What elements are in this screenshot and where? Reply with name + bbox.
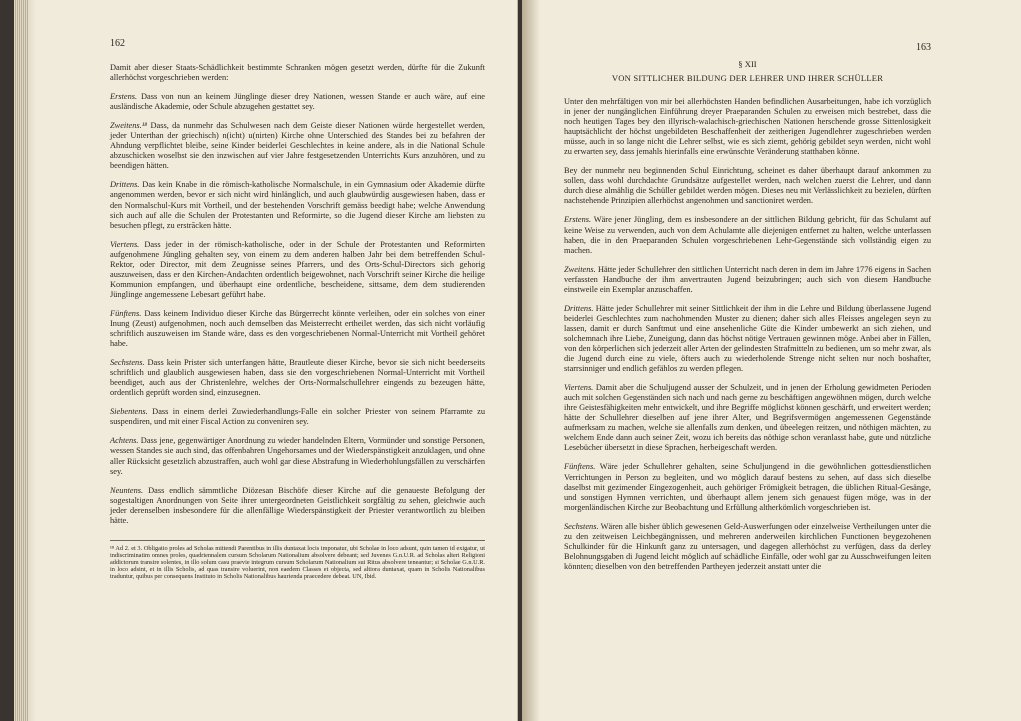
paragraph-text: Damit aber die Schuljugend ausser der Schulzeit, und in jenen der Erholung gewidmeten Perioden auch mit solchen Gegenständen sich nach und nach gerne zu beschäftigen angewöhnen mögen, durch welche ihre Geistesfähigkeiten mehr entwickelt, und ihre Begriffe möglichst können geschärft, und erweitert werden; hätte der Schullehrer dieselben auf jene ihrer Alter, und Begrifsvermögen angemessenen Gegenstände aufmerksam zu machen, welche sie allenfalls zum denken, und übeelegen reitzen, und nöthigen mächten, zu welchem Ende dann auch seiner Zeit, wozu ich bereits das nöthige schon veranlasst habe, gute und nützliche Lesebücher übersetzt in diese Sprachen, herbeigeschaft werden. [564, 383, 931, 453]
page-edge [14, 0, 28, 721]
paragraph [564, 265, 931, 295]
paragraph-lead: Fünftens. [564, 462, 596, 472]
paragraph-text: Dass, da nunmehr das Schulwesen nach dem Geiste dieser Nationen würde hergestellet werden, jeder Unterthan der griechisch) n(icht) u(nirten) Kirche ohne Unterschied des Standes bei zu befahren der Ahndung verpflichtet bleibe, seine Kinder beiderlei Geschlechtes in keine andere, als in die National Schule abzuschicken woselbst sie den inzwischen auf vier Jahre festgesetzenden Unterrichts Kurs anzuhören, und zu beendigen hätten. [110, 121, 485, 171]
paragraph-lead: Viertens. [564, 383, 594, 393]
paragraph-text: Dass von nun an keinem Jünglinge dieser drey Nationen, wessen Stande er auch wäre, auf eine ausländische Akademie, oder Schule abzugehen gestattet sey. [110, 92, 485, 112]
paragraph [110, 92, 485, 112]
paragraph-text: Das kein Knabe in die römisch-katholische Normalschule, in ein Gymnasium oder Akademie dürfte angenommen werden, bevor er sich nicht wird hinlänglich, und auch glaubwürdig ausgewiesen haben, dass er den Normalschul-Kurs mit Vortheil, und der bestehenden Vorschrift gemäss beedigt habe; welche Anwendung sich auch auf alle die Schulen der Protestanten und Reformirte, so die Jugend dieser Kirche am liebsten zu besuchen pflegt, zu erstrācken hätte. [110, 180, 485, 230]
paragraph-lead: Viertens. [110, 239, 140, 249]
page-number: 162 [110, 38, 125, 49]
paragraph-lead: Sechstens. [110, 358, 145, 368]
paragraph-lead: Drittens. [564, 303, 594, 313]
page-number: 163 [916, 42, 931, 53]
paragraph-text: Dass kein Prister sich unterfangen hätte, Brautleute dieser Kirche, bevor sie sich nicht beederseits schriftlich und glaublich ausgewiesen haben, dass sie den vorgeschriebenen Normal-Unterricht mit Vortheil beendiget, auch aus der Christenlehre, welches der Orts-Normalschullehrer eingends zu bezeugen hätte, ordentlich geprüft worden sind, einzusegnen. [110, 358, 485, 398]
paragraph-lead: Zweitens. [564, 264, 596, 274]
paragraph [564, 522, 931, 572]
right-page [522, 0, 1021, 721]
page-body [110, 63, 485, 526]
paragraph-text: Unter den mehrfältigen von mir bei allerhöchsten Handen befindlichen Ausarbeitungen, habe ich vorzüglich in jener der nungänglichen Einführung dreyer Praeparanden Schulen zu erweisen mich bestrebet, dass die noch heutigen Tages bey den illyrisch-walachisch-griechischen Nationen herschende grosse Sittenlosigkeit hauptsächlicht der höchst ungebildeten Beschaffenheit der zeitherigen Jugendlehrer zugeschrieben werden müsse, auch in so lange nicht die Lehrer selbst, wie es sich ziemt, gehörig gebildet seyn werden, nicht wohl zu erwarten sey, dass jemahls hierinfalls eine erwünschte Veränderung statthaben könne. [564, 97, 931, 157]
page-body [564, 97, 931, 572]
footnote: ¹⁸ Ad 2. et 3. Obligatio proles ad Scholas mittendi Parentibus in illis duntaxat locis imponatur, ubi Scholae in loco adsunt, quin tamen id exigatur, ut indiscriminatim omnes proles, quadriennalem cursum Scholarum Nationalium absolvere debeant; sed Juvenes G.n.U.R. ad Scholas alteri Religioni addictorum transire solentes, in illo solum casu praevie integrum cursum Scholarum Nationalium sui Ritus absolvere teneantur; si Scholae G.n.U.R. in loco adsint, et in illis Scholis, ad quas transire voluerint, non eaedem Classes et objecta, sed altiora duntaxat, quam in Scholis Nationalibus traduntur, quibus per consequens Instituto in Scholis Nationalibus hauriendа praecedere debeat. UN, Ibid. [110, 540, 485, 580]
paragraph-text: Damit aber dieser Staats-Schädlichkeit bestimmte Schranken mögen gesetzt werden, dürfte für die Zukunft allerhöchst vorgeschrieben werden: [110, 63, 485, 83]
paragraph [110, 407, 485, 427]
paragraph-text: Dass endlich sämmtliche Diözesan Bischöfe dieser Kirche auf die genaueste Befolgung der sogestaltigen Anordnungen von Seite ihrer untergeordneten Geistlichkeit sorgfältig zu sehen, gleichwie auch jeder derenselben insbesondere für die allenfällige Wiederspänstigkeit der Priester verantwortlich zu bleiben hätte. [110, 485, 485, 525]
paragraph-lead: Zweitens.¹⁸ [110, 121, 148, 131]
paragraph-text: Dass jene, gegenwärtiger Anordnung zu wieder handelnden Eltern, Vormünder und sonstige Personen, wessen Standes sie auch sind, das offenbahren Ungehorsames und der Wiederspänstigkeit anzuklagen, und ohne aller Rücksicht gesetzlich abzustraffen, auch wohl gar diese Abstrafung in Wiederhohlungsfällen zu verschärfen sey. [110, 436, 485, 476]
paragraph-lead: Erstens. [564, 215, 592, 225]
paragraph-text: Hätte jeder Schullehrer mit seiner Sittlichkeit der ihm in die Lehre und Bildung überlassene Jugend beiderlei Geschlechtes zum nachohmenden Muster zu dienen; daher sich alles Fleisses angelegen seyn zu lassen, damit er durch Sanftmut und eine ansehenliche Güte die Kinder umbewerkt an sich ziehen, und solchemnach ihre Liebe, Zuneigung, dann das höchst nötige Vertrauen gewinnen möge. Anbei aber in Fällen, von den körperlichen sich jederzeit aller Arten der gelindesten Strafmitteln zu bedienen, um so mehr zwar, als die Jugend durch eine zu viele, öfters auch zu wiederholende Strenge nicht selten nur noch boshafter, starrsinniger und endlich gefählos zu werden pflegen. [564, 303, 931, 374]
paragraph [110, 486, 485, 526]
paragraph-text: Dass in einem derlei Zuwiederhandlungs-Falle ein solcher Priester von seinem Pfarramte zu suspendiren, und mit einer Fiscal Action zu conveniren sey. [110, 407, 485, 427]
paragraph [110, 63, 485, 83]
paragraph-text: Wäre jeder Schullehrer gehalten, seine Schuljungend in die gewöhnlichen gottesdienstlichen Verrichtungen in Person zu begleiten, und wo möglich darauf bestens zu sehen, auf dass sich dieselbe daselbst mit gezimender Eingezogenheit, auch gehöriger Frömigkeit betragen, die üblichen Ritual-Gesänge, und sonstigen Hymnen verrichten, und überhaupt allem jenem sich genauest fügen möge, was in der morgenländischen Kirche zur Beobachtung und Erfüllung altherkömlich vorgeschrieben ist. [564, 462, 931, 512]
paragraph-text: Dass jeder in der römisch-katholische, oder in der Schule der Protestanten und Reformirten aufgenohmene Jüngling gehalten sey, von einem zu dem anderen halben Jahr bei dem betreffenden Schul-Rektor, oder Director, mit dem Zeugnisse seines Pfarrers, und des Orts-Schul-Directors sich gehorig auszuweisen, dass er den Kirchen-Andachten ordentlich beigewohnet, nach Vorschrift seiner Kirche die heilige Kommunion empfangen, und überhaupt eine ordentliche, bescheidene, sittsame, dem dem studierenden Jünglinge angemessene Lebesart geführt habe. [110, 239, 485, 299]
paragraph [110, 436, 485, 476]
paragraph-lead: Neuntens. [110, 485, 144, 495]
paragraph [564, 215, 931, 255]
paragraph-lead: Erstens. [110, 92, 138, 102]
paragraph [110, 358, 485, 398]
paragraph [110, 240, 485, 300]
paragraph [564, 383, 931, 453]
paragraph-text: Dass keinem Individuo dieser Kirche das Bürgerrecht könnte verleihen, oder ein solches von einer Inung (Zeust) aufgenohmen, noch auch demselben das Meisterrecht ertheilet werden, das sich nicht vorläufig schriftlich auszuweisen im Stande wäre, dass es den vorgeschriebenen Normal-Unterricht mit Vortheil gehöret habe. [110, 308, 485, 349]
paragraph-text: Hätte jeder Schullehrer den sittlichen Unterricht nach deren in dem im Jahre 1776 eigens in Sachen verfassten Handbuche der ihm anvertrauten Jugend beizubringen; auch sich von diesem Handbuche einstweile ein Exemplar anzuschaffen. [564, 264, 931, 294]
paragraph [564, 304, 931, 374]
paragraph [564, 462, 931, 512]
paragraph-lead: Drittens. [110, 180, 140, 190]
paragraph-lead: Sechstens. [564, 521, 599, 531]
section-number: § XII [738, 59, 757, 69]
section-title: VON SITTLICHER BILDUNG DER LEHRER UND IHRER SCHÜLLER [611, 73, 884, 83]
paragraph [110, 121, 485, 171]
paragraph-lead: Siebentens. [110, 407, 148, 417]
paragraph-text: Wäre jener Jüngling, dem es insbesondere an der sittlichen Bildung gebricht, für das Schulamt auf keine Weise zu verwenden, auch von dem Achulamte alle diejenigen entfernet zu halten, welche unterlassen haben, die in den Praeparanden Schulen vorgeschriebenen Lehr-Gegenstände sich vollständig eigen zu machen. [564, 215, 931, 255]
paragraph [110, 309, 485, 349]
left-page [14, 0, 518, 721]
paragraph [564, 97, 931, 157]
paragraph [564, 166, 931, 206]
paragraph-text: Bey der nunmehr neu beginnenden Schul Einrichtung, scheinet es daher überhaupt darauf ankommen zu sollen, dass wohl durchdachte Grundsätze aufgestellet werden, nach welchen zuerst die Lehrer, und dann durch diese almählig die Schüller gebildet werden mögen. Dieses neu mit Verlässlichkeit zu bezielen, dürften nachstehende Prinzipien allerhöchst angenohmen und sanctioniret werden. [564, 166, 931, 206]
paragraph-lead: Fünftens. [110, 308, 142, 318]
paragraph [110, 180, 485, 230]
paragraph-lead: Achtens. [110, 436, 139, 446]
paragraph-text: Wären alle bisher üblich gewesenen Geld-Auswerfungen oder einzelweise Vertheilungen unter die zu den zeitweisen Leichbegängnissen, und mehreren anderweilen kirchlichen Functionen beygezohenen Schulkinder für die Hinkunft ganz zu untersagen, und dagegen allerhöchst zu verfügen, dass da derley Belohnungsgaben di Jugend leicht möglich auf schädliche Einfälle, oder wohl gar zu Ausschweifungen leiten könnten; dieselben von den betreffenden Partheyen jederzeit anstatt unter die [564, 521, 931, 571]
